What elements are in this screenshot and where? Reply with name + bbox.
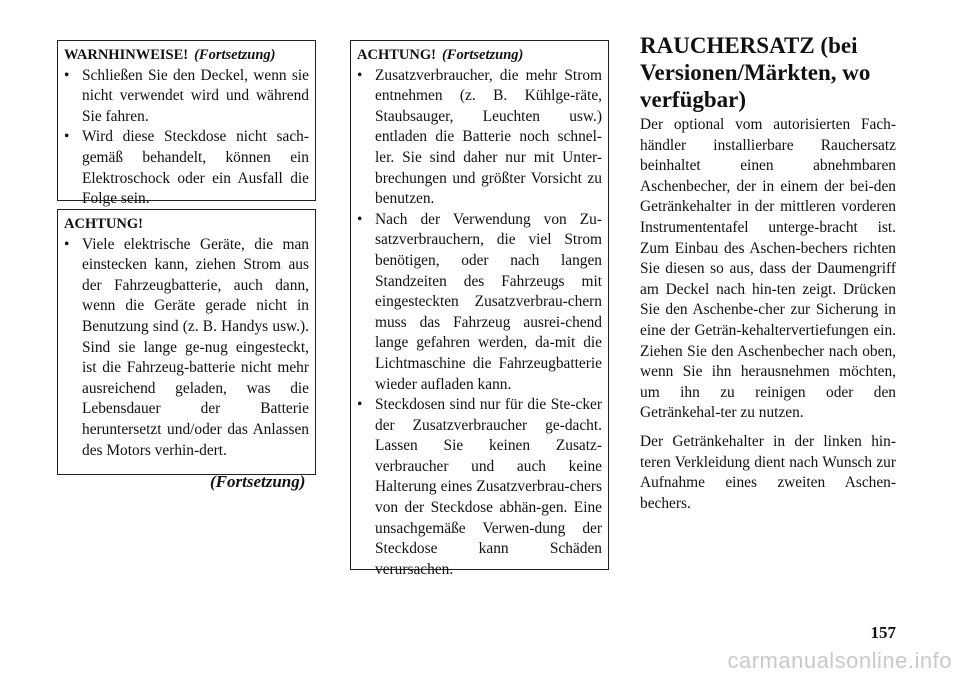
list-item [64, 66, 309, 128]
caution-item-text: Nach der Verwendung von Zu-satzverbrauchern, die viel Strom benötigen, oder nach langen Standzeiten des Fahrzeugs mit eingesteckten Zusatzverbrau-chern muss das Fahrzeug ausrei-chend lange gefahren werden, da-mit die Lichtmaschine die Fahrzeugbatterie wieder aufladen kann. [375, 210, 602, 393]
watermark: carmanualsonline.info [727, 648, 952, 673]
bullet-icon: • [64, 66, 70, 84]
caution-box-title: ACHTUNG! [64, 216, 143, 232]
list-item [357, 395, 602, 580]
bullet-icon: • [357, 396, 363, 414]
list-item [64, 235, 309, 462]
section-heading [640, 32, 900, 113]
caution-continued-title [357, 45, 602, 66]
warning-title-continued: (Fortsetzung) [194, 47, 276, 63]
caution-item-text: Viele elektrische Geräte, die man einstecken kann, ziehen Strom aus der Fahrzeugbatterie, auch dann, wenn die Geräte gerade nicht in Benutzung sind (z. B. Handys usw.). Sind sie lange ge-nug eingesteckt, ist die Fahrzeug-batterie nicht mehr ausreichend geladen, was die Lebensdauer der Batterie heruntersetzt und/oder das Anlassen des Motors verhin-dert. [82, 235, 309, 459]
warning-list [64, 66, 309, 210]
warning-item-text: Schließen Sie den Deckel, wenn sie nicht verwendet wird und während Sie fahren. [82, 66, 309, 125]
page-number: 157 [870, 623, 896, 642]
section-body [640, 115, 896, 522]
warning-item-text: Wird diese Steckdose nicht sach-gemäß behandelt, können ein Elektroschock oder ein Ausfall die Folge sein. [82, 128, 309, 208]
caution-item-text: Zusatzverbraucher, die mehr Strom entnehmen (z. B. Kühlge-räte, Staubsauger, Leuchten usw.) entladen die Batterie noch schnel-ler. Sie sind daher nur mit Unter-brechungen und größter Vorsicht zu benutzen. [375, 66, 602, 208]
bullet-icon: • [64, 128, 70, 146]
heading-line: RAUCHERSATZ (bei [640, 33, 858, 58]
warning-box [57, 40, 316, 208]
bullet-icon: • [357, 210, 363, 228]
caution-continued-list [357, 66, 602, 581]
caution-box-continued [350, 40, 609, 578]
heading-line: Versionen/Märkten, wo [640, 60, 871, 85]
caution-box [57, 209, 316, 475]
caution-item-text: Steckdosen sind nur für die Ste-cker der Zusatzverbraucher ge-dacht. Lassen Sie keinen Zusatz-verbraucher und auch keine Halterung eines Zusatzverbrau-chers von der Steckdose abhän-gen. Eine unsachgemäße Verwen-dung der Steckdose kann Schäden verursachen. [375, 396, 602, 578]
continued-label: (Fortsetzung) [210, 472, 306, 491]
heading-line: verfügbar) [640, 87, 747, 112]
caution-title-continued: (Fortsetzung) [441, 47, 524, 63]
caution-title-text: ACHTUNG! [357, 47, 436, 63]
list-item [357, 66, 602, 210]
list-item [64, 127, 309, 209]
body-paragraph: Der optional vom autorisierten Fach-händler installierbare Rauchersatz beinhaltet einen abnehmbaren Aschenbecher, der in einem der bei-den Getränkehalter in der mittleren vorderen Instrumententafel unterge-bracht ist. Zum Einbau des Aschen-bechers richten Sie diesen so aus, dass der Daumengriff am Deckel nach hin-ten zeigt. Drücken Sie den Aschenbe-cher zur Sicherung in eine der Geträn-kehaltervertiefungen ein. Ziehen Sie den Aschenbecher nach oben, wenn Sie ihn herausnehmen möchten, um ihn zu reinigen oder den Getränkehal-ter zu nutzen. [640, 116, 896, 422]
bullet-icon: • [357, 66, 363, 84]
warning-title-text: WARNHINWEISE! [64, 47, 189, 63]
caution-list [64, 235, 309, 462]
list-item [357, 210, 602, 395]
body-paragraph: Der Getränkehalter in der linken hin-teren Verkleidung dient nach Wunsch zur Aufnahme eines zweiten Aschen-bechers. [640, 432, 896, 512]
bullet-icon: • [64, 235, 70, 253]
warning-box-title [64, 45, 309, 66]
